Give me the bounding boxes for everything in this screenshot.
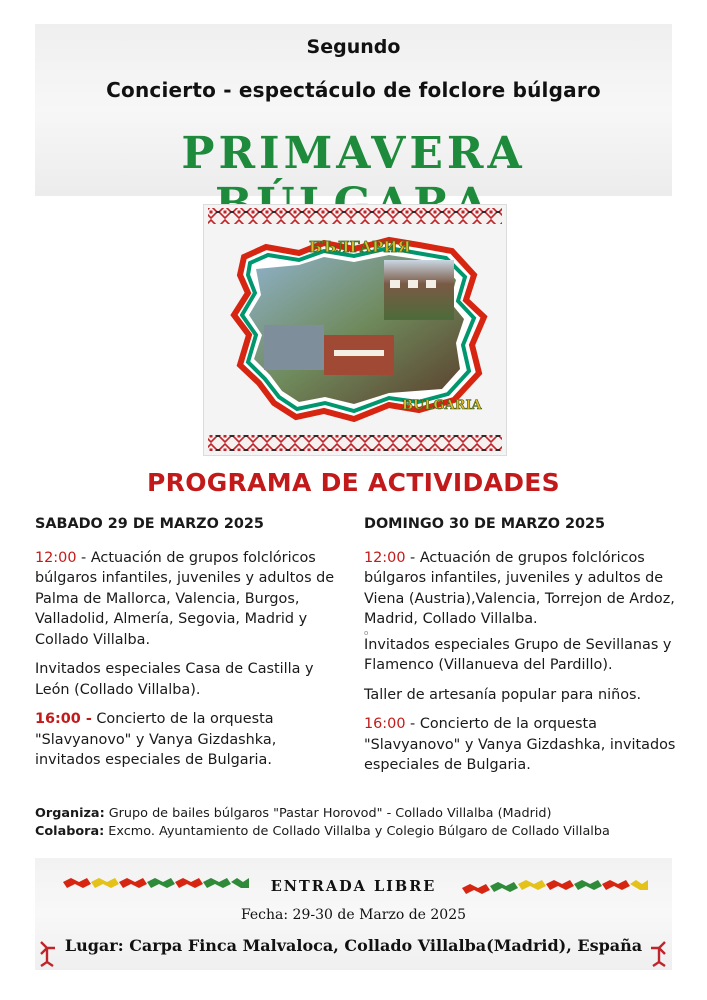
sunday-tiny-mark: o (364, 628, 369, 637)
header-banner (35, 24, 672, 196)
map-photo-monastery (264, 325, 324, 370)
sunday-item-2 (364, 714, 686, 776)
saturday-item-guests: Invitados especiales Casa de Castilla y León (Collado Villalba). (35, 661, 314, 698)
saturday-time-1200: 12:00 (35, 549, 77, 566)
map-label-bulgaria: BULGARIA (402, 398, 482, 413)
schedule-saturday (35, 514, 345, 780)
saturday-time-1600: 16:00 - (35, 711, 92, 727)
bulgaria-map-illustration (204, 205, 506, 455)
event-location: Lugar: Carpa Finca Malvaloca, Collado Villalba(Madrid), España (64, 936, 643, 955)
credits (35, 805, 695, 841)
map-label-cyrillic: БЪЛГАРИЯ (309, 238, 411, 256)
sunday-text-1600: - Concierto de la orquesta "Slavyanovo" y Vanya Gizdashka, invitados especiales de Bulgaria. (364, 716, 676, 773)
sunday-item-workshop: Taller de artesanía popular para niños. (364, 686, 642, 703)
bulgaria-map-image (203, 204, 507, 456)
organiza-label: Organiza: (35, 806, 105, 821)
event-title: PRIMAVERA (181, 128, 526, 179)
sunday-time-1600: 16:00 (364, 716, 406, 732)
saturday-item-1 (35, 548, 345, 651)
sunday-item-guests: Invitados especiales Grupo de Sevillanas y Flamenco (Villanueva del Pardillo). (364, 636, 672, 673)
entrada-libre: ENTRADA LIBRE (270, 878, 437, 895)
organiza-line (35, 805, 695, 823)
programa-title: PROGRAMA DE ACTIVIDADES (147, 468, 560, 497)
map-photo-house (384, 260, 454, 320)
sunday-time-1200: 12:00 (364, 549, 406, 566)
colabora-label: Colabora: (35, 824, 105, 839)
schedule-sunday (364, 514, 686, 785)
saturday-text-1600: Concierto de la orquesta "Slavyanovo" y Vanya Gizdashka, invitados especiales de Bulgaria. (35, 711, 277, 768)
event-date: Fecha: 29-30 de Marzo de 2025 (240, 907, 467, 923)
sunday-text-1200: - Actuación de grupos folclóricos búlgaros infantiles, juveniles y adultos de Viena (Austria),Valencia, Torrejon de Ardoz, Madrid, Collado Villalba. (364, 549, 675, 627)
ornament-strip-top (208, 208, 502, 224)
saturday-item-2 (35, 709, 345, 771)
day-heading-saturday: SABADO 29 DE MARZO 2025 (35, 516, 264, 532)
header-subtitle-segundo: Segundo (306, 36, 401, 58)
sunday-item-1 (364, 548, 686, 630)
colabora-text: Excmo. Ayuntamiento de Collado Villalba y Colegio Búlgaro de Collado Villalba (104, 824, 610, 839)
header-subtitle-concierto: Concierto - espectáculo de folclore búlgaro (106, 78, 601, 102)
saturday-text-1200: - Actuación de grupos folclóricos búlgaros infantiles, juveniles y adultos de Palma de Mallorca, Valencia, Burgos, Valladolid, Almería, Segovia, Madrid y Collado Villalba. (35, 549, 335, 648)
footer-banner (35, 858, 672, 970)
ornament-strip-bottom (208, 435, 502, 451)
organiza-text: Grupo de bailes búlgaros "Pastar Horovod" - Collado Villalba (Madrid) (104, 806, 552, 821)
colabora-line (35, 823, 695, 841)
day-heading-sunday: DOMINGO 30 DE MARZO 2025 (364, 516, 606, 532)
